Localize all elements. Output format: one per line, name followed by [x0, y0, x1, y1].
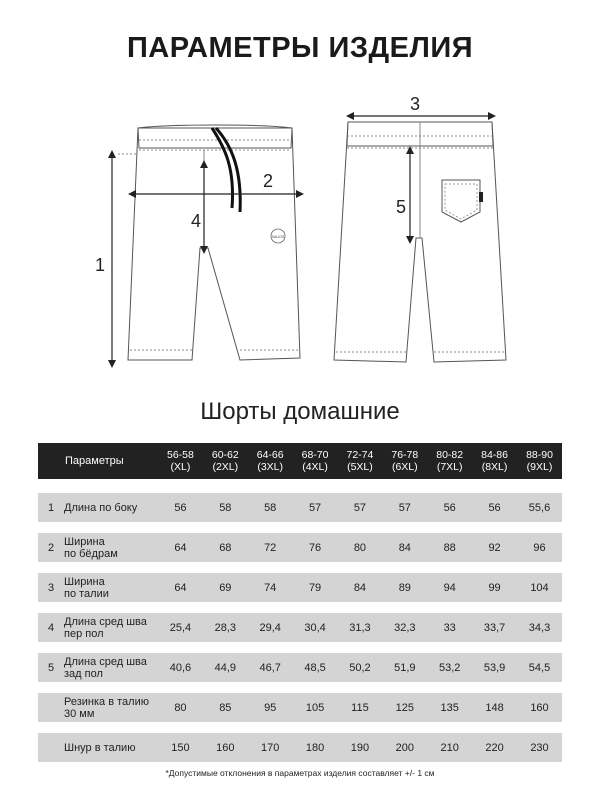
row-value: 170 — [248, 733, 293, 762]
size-code: (6XL) — [391, 461, 418, 473]
row-value: 34,3 — [517, 613, 562, 642]
row-value: 89 — [382, 573, 427, 602]
row-value: 57 — [382, 493, 427, 522]
row-number: 3 — [38, 573, 64, 602]
row-value: 148 — [472, 693, 517, 722]
row-value: 48,5 — [293, 653, 338, 682]
row-value: 95 — [248, 693, 293, 722]
table-row — [38, 653, 562, 682]
row-value: 51,9 — [382, 653, 427, 682]
size-range: 80-82 — [436, 449, 464, 461]
size-header — [158, 443, 203, 479]
row-value: 64 — [158, 573, 203, 602]
row-value: 64 — [158, 533, 203, 562]
row-value: 53,2 — [427, 653, 472, 682]
row-value: 56 — [427, 493, 472, 522]
row-value: 160 — [517, 693, 562, 722]
row-value: 30,4 — [293, 613, 338, 642]
row-number — [38, 733, 64, 762]
size-range: 76-78 — [391, 449, 419, 461]
page-title: ПАРАМЕТРЫ ИЗДЕЛИЯ — [126, 32, 474, 64]
row-value: 44,9 — [203, 653, 248, 682]
row-value: 58 — [248, 493, 293, 522]
size-header — [203, 443, 248, 479]
row-number: 5 — [38, 653, 64, 682]
label-1: 1 — [94, 255, 106, 275]
label-4: 4 — [190, 211, 202, 231]
size-range: 60-62 — [211, 449, 239, 461]
size-range: 84-86 — [481, 449, 508, 461]
row-value: 79 — [293, 573, 338, 602]
size-code: (4XL) — [302, 461, 328, 473]
row-value: 200 — [382, 733, 427, 762]
row-value: 55,6 — [517, 493, 562, 522]
size-header — [427, 443, 472, 479]
row-value: 190 — [338, 733, 383, 762]
row-number: 4 — [38, 613, 64, 642]
row-value: 74 — [248, 573, 293, 602]
row-param-name: Длина сред шва пер пол — [64, 613, 158, 642]
size-header — [472, 443, 517, 479]
row-value: 96 — [517, 533, 562, 562]
size-code: (2XL) — [212, 461, 239, 473]
size-header — [382, 443, 427, 479]
size-table — [38, 443, 562, 762]
size-range: 72-74 — [346, 449, 374, 461]
footnote: *Допустимые отклонения в параметрах изделия составляет +/- 1 см — [165, 768, 435, 778]
product-title: Шорты домашние — [200, 398, 400, 425]
row-value: 56 — [158, 493, 203, 522]
row-value: 104 — [517, 573, 562, 602]
label-5: 5 — [395, 197, 407, 217]
row-value: 68 — [203, 533, 248, 562]
label-2: 2 — [262, 171, 274, 191]
row-value: 180 — [293, 733, 338, 762]
back-view — [334, 122, 506, 362]
size-range: 56-58 — [167, 449, 194, 461]
row-value: 57 — [338, 493, 383, 522]
size-header — [293, 443, 338, 479]
row-value: 46,7 — [248, 653, 293, 682]
size-header — [517, 443, 562, 479]
row-param-name: Длина по боку — [64, 493, 158, 522]
row-value: 57 — [293, 493, 338, 522]
row-value: 230 — [517, 733, 562, 762]
front-view — [128, 125, 300, 360]
row-param-name: Ширина по талии — [64, 573, 158, 602]
row-param-name: Ширина по бёдрам — [64, 533, 158, 562]
row-value: 105 — [293, 693, 338, 722]
row-value: 85 — [203, 693, 248, 722]
row-value: 92 — [472, 533, 517, 562]
logo-text: SALIOS — [271, 235, 285, 239]
row-value: 29,4 — [248, 613, 293, 642]
shorts-diagram — [60, 88, 540, 388]
row-number — [38, 693, 64, 722]
row-value: 28,3 — [203, 613, 248, 642]
row-value: 58 — [203, 493, 248, 522]
row-value: 80 — [338, 533, 383, 562]
row-value: 31,3 — [338, 613, 383, 642]
row-value: 50,2 — [338, 653, 383, 682]
label-3: 3 — [409, 94, 421, 114]
table-row — [38, 613, 562, 642]
row-value: 210 — [427, 733, 472, 762]
row-value: 135 — [427, 693, 472, 722]
row-value: 88 — [427, 533, 472, 562]
row-value: 69 — [203, 573, 248, 602]
param-header: Параметры — [65, 455, 124, 467]
row-param-name: Шнур в талию — [64, 733, 158, 762]
size-header — [338, 443, 383, 479]
row-value: 84 — [382, 533, 427, 562]
row-value: 33,7 — [472, 613, 517, 642]
row-value: 32,3 — [382, 613, 427, 642]
row-value: 160 — [203, 733, 248, 762]
table-header — [38, 443, 562, 479]
row-value: 33 — [427, 613, 472, 642]
row-number: 1 — [38, 493, 64, 522]
size-code: (7XL) — [436, 461, 463, 473]
row-value: 125 — [382, 693, 427, 722]
row-value: 84 — [338, 573, 383, 602]
row-value: 54,5 — [517, 653, 562, 682]
size-range: 64-66 — [256, 449, 284, 461]
size-code: (XL) — [170, 461, 191, 473]
table-row — [38, 493, 562, 522]
row-value: 25,4 — [158, 613, 203, 642]
row-value: 72 — [248, 533, 293, 562]
size-code: (9XL) — [526, 461, 553, 473]
row-value: 220 — [472, 733, 517, 762]
size-code: (3XL) — [257, 461, 284, 473]
size-range: 68-70 — [301, 449, 329, 461]
row-value: 76 — [293, 533, 338, 562]
size-code: (8XL) — [481, 461, 508, 473]
row-value: 56 — [472, 493, 517, 522]
row-value: 99 — [472, 573, 517, 602]
table-row — [38, 693, 562, 722]
table-row — [38, 733, 562, 762]
table-row — [38, 573, 562, 602]
row-value: 53,9 — [472, 653, 517, 682]
row-number: 2 — [38, 533, 64, 562]
size-code: (5XL) — [347, 461, 373, 473]
row-param-name: Резинка в талию 30 мм — [64, 693, 158, 722]
row-param-name: Длина сред шва зад пол — [64, 653, 158, 682]
row-value: 150 — [158, 733, 203, 762]
table-row — [38, 533, 562, 562]
row-value: 40,6 — [158, 653, 203, 682]
size-header — [248, 443, 293, 479]
row-value: 94 — [427, 573, 472, 602]
row-value: 80 — [158, 693, 203, 722]
size-range: 88-90 — [526, 449, 553, 461]
pocket-tag — [479, 192, 483, 202]
row-value: 115 — [338, 693, 383, 722]
